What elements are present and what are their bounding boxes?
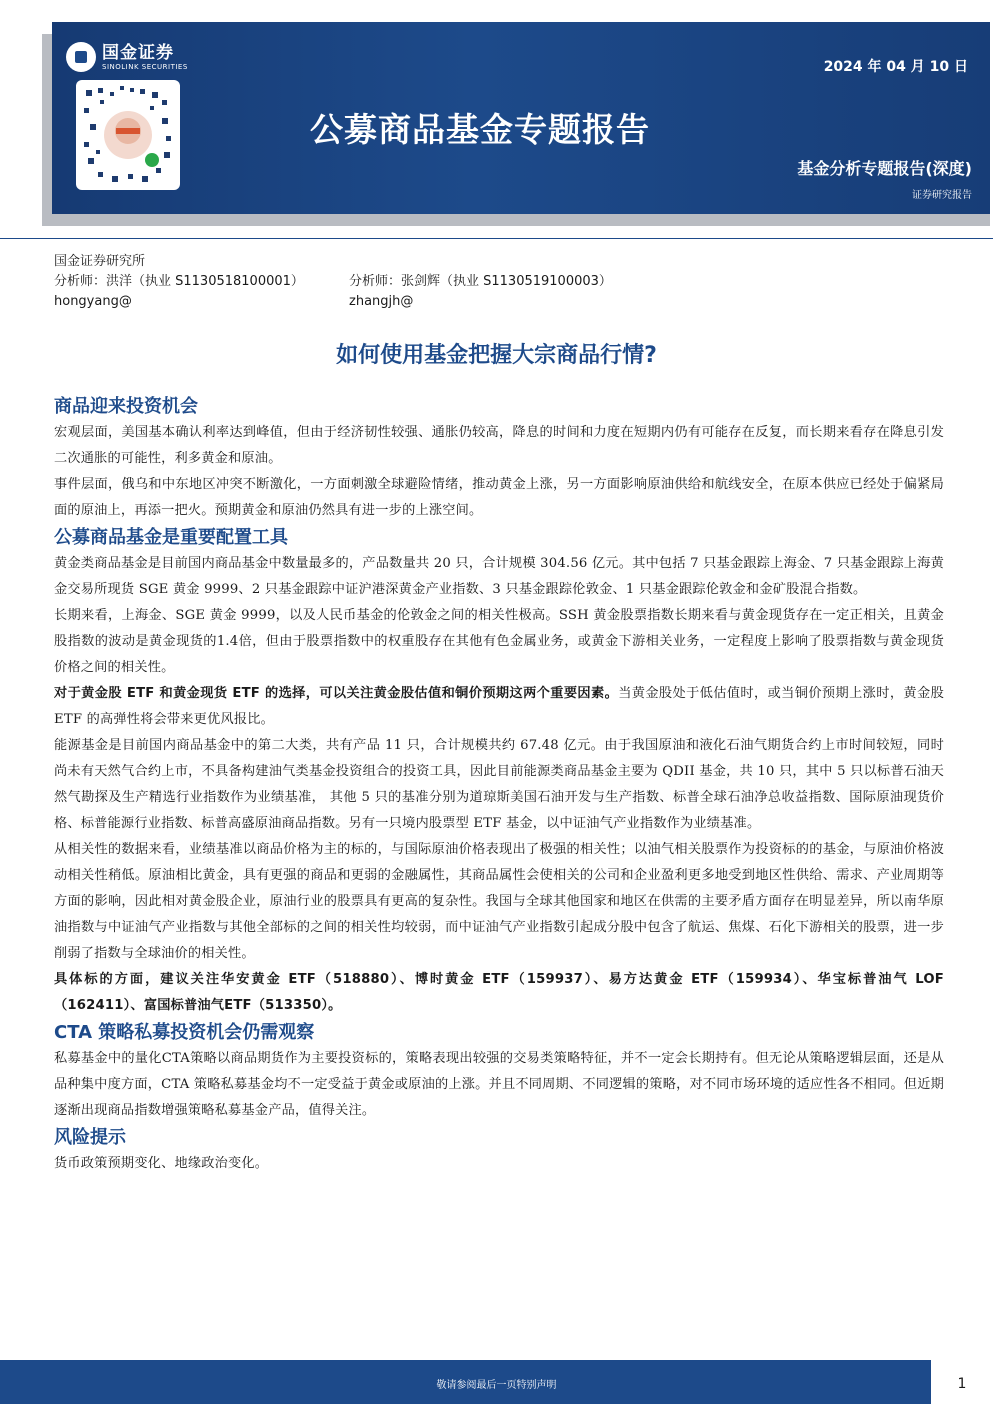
logo-icon [66, 42, 96, 72]
institute-name: 国金证券研究所 [54, 254, 146, 269]
paragraph: 从相关性的数据来看，业绩基准以商品价格为主的标的，与国际原油价格表现出了极强的相关性；以油气相关股票作为投资标的的基金，与原油价格波动相关性稍低。原油相比黄金，具有更强的商品和更弱的金融属性，其商品属性会使相关的公司和企业盈利更多地受到地区性供给、需求、产业周期等方面的影响，因此相对黄金股企业，原油行业的股票具有更高的复杂性。我国与全球其他国家和地区在供需的主要矛盾方面存在明显差异，所以南华原油指数与中证油气产业指数与其他全部标的之间的相关性均较弱，而中证油气产业指数引起成分股中包含了航运、焦煤、石化下游相关的股票，进一步削弱了指数与全球油价的相关性。 [54, 842, 944, 961]
paragraph: 长期来看，上海金、SGE 黄金 9999，以及人民币基金的伦敦金之间的相关性极高。SSH 黄金股票指数长期来看与黄金现货存在一定正相关，且黄金股指数的波动是黄金现货的1.4倍，但由于股票指数中的权重股存在其他有色金属业务，或黄金下游相关业务，一定程度上影响了股票指数与黄金现货价格之间的相关性。 [54, 608, 944, 675]
logo-en: SINOLINK SECURITIES [102, 62, 188, 71]
page-number: 1 [931, 1360, 993, 1404]
paragraph-emphasis [54, 681, 944, 733]
analyst-2-email[interactable]: zhangjh@ [349, 294, 414, 309]
section-heading: 公募商品基金是重要配置工具 [54, 527, 288, 548]
page-footer [0, 1360, 993, 1404]
analyst-1: 分析师：洪洋（执业 S1130518100001） [54, 274, 304, 289]
logo-cn: 国金证券 [102, 42, 174, 63]
disclaimer-note: 敬请参阅最后一页特别声明 [436, 1380, 557, 1391]
report-body [54, 393, 944, 1177]
paragraph: 私募基金中的量化CTA策略以商品期货作为主要投资标的，策略表现出较强的交易类策略特征，并不一定会长期持有。但无论从策略逻辑层面，还是从品种集中度方面，CTA 策略私募基金均不一定受益于黄金或原油的上涨。并且不同周期、不同逻辑的策略，对不同市场环境的适应性各不相同。但近期逐渐出现商品指数增强策略私募基金产品，值得关注。 [54, 1051, 944, 1118]
main-title: 如何使用基金把握大宗商品行情? [336, 343, 657, 368]
paragraph: 能源基金是目前国内商品基金中的第二大类，共有产品 11 只，合计规模共约 67.48 亿元。由于我国原油和液化石油气期货合约上市时间较短，同时尚未有天然气合约上市，不具备构建油气类基金投资组合的投资工具，因此目前能源类商品基金主要为 QDII 基金，共 10 只，其中 5 只以标普石油天然气勘探及生产精选行业指数作为业绩基准， 其他 5 只的基准分别为道琼斯美国石油开发与生产指数、标普全球石油净总收益指数、国际原油现货价格、标普能源行业指数、标普高盛原油商品指数。另有一只境内股票型 ETF 基金，以中证油气产业指数作为业绩基准。 [54, 738, 944, 831]
company-logo [66, 42, 188, 72]
paragraph: 事件层面，俄乌和中东地区冲突不断激化，一方面刺激全球避险情绪，推动黄金上涨，另一方面影响原油供给和航线安全，在原本供应已经处于偏紧局面的原油上，再添一把火。预期黄金和原油仍然具有进一步的上涨空间。 [54, 477, 944, 518]
recommendation-paragraph: 具体标的方面，建议关注华安黄金 ETF（518880）、博时黄金 ETF（159937）、易方达黄金 ETF（159934）、华宝标普油气 LOF（162411）、富国标普油气ETF（513350）。 [54, 972, 944, 1013]
bold-lead: 对于黄金股 ETF 和黄金现货 ETF 的选择，可以关注黄金股估值和铜价预期这两个重要因素。 [54, 686, 619, 701]
section-heading: CTA 策略私募投资机会仍需观察 [54, 1022, 315, 1043]
qr-code-icon [76, 80, 180, 190]
paragraph: 黄金类商品基金是目前国内商品基金中数量最多的，产品数量共 20 只，合计规模 304.56 亿元。其中包括 7 只基金跟踪上海金、7 只基金跟踪上海黄金交易所现货 SGE 黄金 9999、2 只基金跟踪中证沪港深黄金产业指数、3 只基金跟踪伦敦金、1 只基金跟踪伦敦金和金矿股混合指数。 [54, 556, 944, 597]
header-divider [0, 238, 993, 239]
report-type: 证券研究报告 [912, 190, 972, 201]
section-heading: 风险提示 [54, 1127, 126, 1148]
section-heading: 商品迎来投资机会 [54, 396, 198, 417]
report-date: 2024 年 04 月 10 日 [823, 59, 968, 75]
header-banner [52, 22, 990, 214]
bold-tail: 当黄金股处于低估值时，或当铜价预期上涨时，黄金股 ETF 的高弹性将会带来更优风报比。 [54, 686, 944, 727]
analyst-2: 分析师：张剑辉（执业 S1130519100003） [349, 274, 612, 289]
report-title: 公募商品基金专题报告 [310, 110, 650, 149]
analyst-1-email[interactable]: hongyang@ [54, 294, 132, 309]
author-block [54, 252, 612, 312]
paragraph: 货币政策预期变化、地缘政治变化。 [54, 1156, 269, 1171]
report-subtitle: 基金分析专题报告(深度) [797, 159, 972, 178]
paragraph: 宏观层面，美国基本确认利率达到峰值，但由于经济韧性较强、通胀仍较高，降息的时间和力度在短期内仍有可能存在反复，而长期来看存在降息引发二次通胀的可能性，利多黄金和原油。 [54, 425, 944, 466]
